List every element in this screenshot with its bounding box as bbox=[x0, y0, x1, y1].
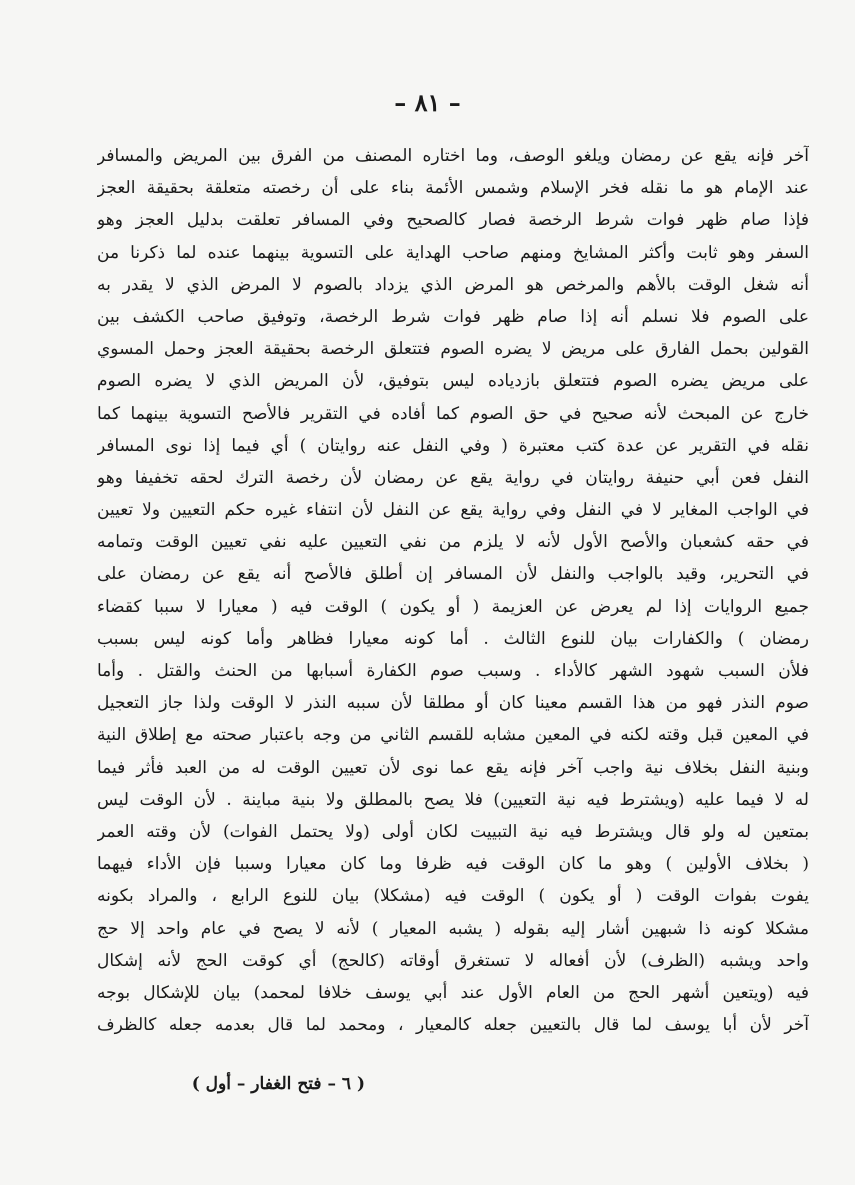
text-line: بمتعين له ولو قال ويشترط فيه نية التبييت لكان أولى (ولا يحتمل الفوات) لأن وقته العمر bbox=[97, 821, 809, 842]
text-line: واحد ويشبه (الظرف) لأن أفعاله لا تستغرق أوقاته (كالحج) أي كوقت الحج لأنه إشكال bbox=[97, 950, 809, 971]
text-line: في التحرير، وقيد بالواجب والنفل لأن المسافر إن أطلق فالأصح أنه يقع عن رمضان على bbox=[97, 564, 809, 585]
text-line: أنه شغل الوقت بالأهم والمرخص هو المرض الذي يزداد بالصوم لا المرض الذي لا يقدر به bbox=[97, 274, 809, 295]
text-line: في الواجب المغاير لا في النفل وفي رواية يقع عن النفل لأن انتفاء غيره حكم التعيين ولا تعيين bbox=[97, 500, 809, 521]
text-line: السفر وهو ثابت وأكثر المشايخ ومنهم صاحب الهداية على التسوية بينهما عنده لما ذكرنا من bbox=[97, 242, 809, 263]
text-line: مشكلا كونه ذا شبهين أشار إليه بقوله ( يشبه المعيار ) لأنه لا يصح في عام واحد إلا حج bbox=[97, 918, 809, 939]
text-line: على الصوم فلا نسلم أنه إذا صام ظهر فوات شرط الرخصة، وتوفيق صاحب الكشف بين bbox=[97, 306, 809, 327]
text-line: ( بخلاف الأولين ) وهو ما كان الوقت فيه ظرفا وما كان معيارا وسببا فإن الأداء فيهما bbox=[97, 854, 809, 875]
page-number: – ٨١ – bbox=[394, 88, 461, 117]
text-line: في المعين قبل وقته لكنه في المعين مشابه للقسم الثاني من وجه باعتبار صحته مع إطلاق النية bbox=[97, 725, 809, 746]
text-line: آخر لأن أبا يوسف لما قال بالتعيين جعله كالمعيار ، ومحمد لما قال بعدمه جعله كالظرف bbox=[97, 1015, 809, 1036]
text-line: خارج عن المبحث لأنه صحيح في حق الصوم كما أفاده في التقرير فالأصح التسوية بينهما كما bbox=[97, 403, 809, 424]
text-line: في حقه كشعبان والأصح الأول لأنه لا يلزم من نفي التعيين عليه نفي تعيين الوقت وتمامه bbox=[97, 532, 809, 553]
text-line: النفل فعن أبي حنيفة روايتان في رواية يقع عن رمضان لأن رخصة الترك لحقه تخفيفا وهو bbox=[97, 467, 809, 488]
text-line: صوم النذر فهو من هذا القسم معينا كان أو مطلقا لأن سببه النذر لا الوقت ولذا جاز التعجيل bbox=[97, 693, 809, 714]
text-line: رمضان ) والكفارات بيان للنوع الثالث . أما كونه معيارا فظاهر وأما كونه ليس بسبب bbox=[97, 628, 809, 649]
text-line: جميع الروايات إذا لم يعرض عن العزيمة ( أو يكون ) الوقت فيه ( معيارا لا سببا كقضاء bbox=[97, 596, 809, 617]
text-line: على مريض يضره الصوم فتتعلق بازدياده ليس بتوفيق، لأن المريض الذي لا يضره الصوم bbox=[97, 371, 809, 392]
text-line: له لا فيما عليه (ويشترط فيه نية التعيين) فلا يصح بالمطلق ولا بنية مباينة . لأن الوقت ليس bbox=[97, 789, 809, 810]
text-line: فإذا صام ظهر فوات شرط الرخصة فصار كالصحيح وفي المسافر تعلقت بدليل العجز وهو bbox=[97, 210, 809, 231]
text-line: القولين بحمل الفارق على مريض لا يضره الصوم فتتعلق الرخصة بحقيقة العجز وحمل المسوي bbox=[97, 339, 809, 360]
text-line: عند الإمام هو ما نقله فخر الإسلام وشمس الأئمة بناء على أن رخصته متعلقة بحقيقة العجز bbox=[97, 178, 809, 199]
text-line: فلأن السبب شهود الشهر كالأداء . وسبب صوم الكفارة أسبابها من الحنث والقتل . وأما bbox=[97, 661, 809, 681]
text-line: وبنية النفل بخلاف نية واجب آخر فإنه يقع عما نوى لأن تعيين الوقت له من العبد فأثر فيما bbox=[97, 757, 809, 778]
text-line: نقله في التقرير عن عدة كتب معتبرة ( وفي النفل عنه روايتان ) أي فيما إذا نوى المسافر bbox=[97, 435, 809, 456]
printer-signature-mark: ( ٦ – فتح الغفار – أول ) bbox=[191, 1074, 365, 1094]
text-line: يفوت بفوات الوقت ( أو يكون ) الوقت فيه (مشكلا) بيان للنوع الرابع ، والمراد بكونه bbox=[97, 886, 809, 907]
text-line: فيه (ويتعين أشهر الحج من العام الأول عند أبي يوسف خلافا لمحمد) بيان للإشكال بوجه bbox=[97, 982, 809, 1003]
text-line: آخر فإنه يقع عن رمضان ويلغو الوصف، وما اختاره المصنف من الفرق بين المريض والمسافر bbox=[97, 146, 809, 166]
body-text bbox=[97, 140, 809, 1041]
